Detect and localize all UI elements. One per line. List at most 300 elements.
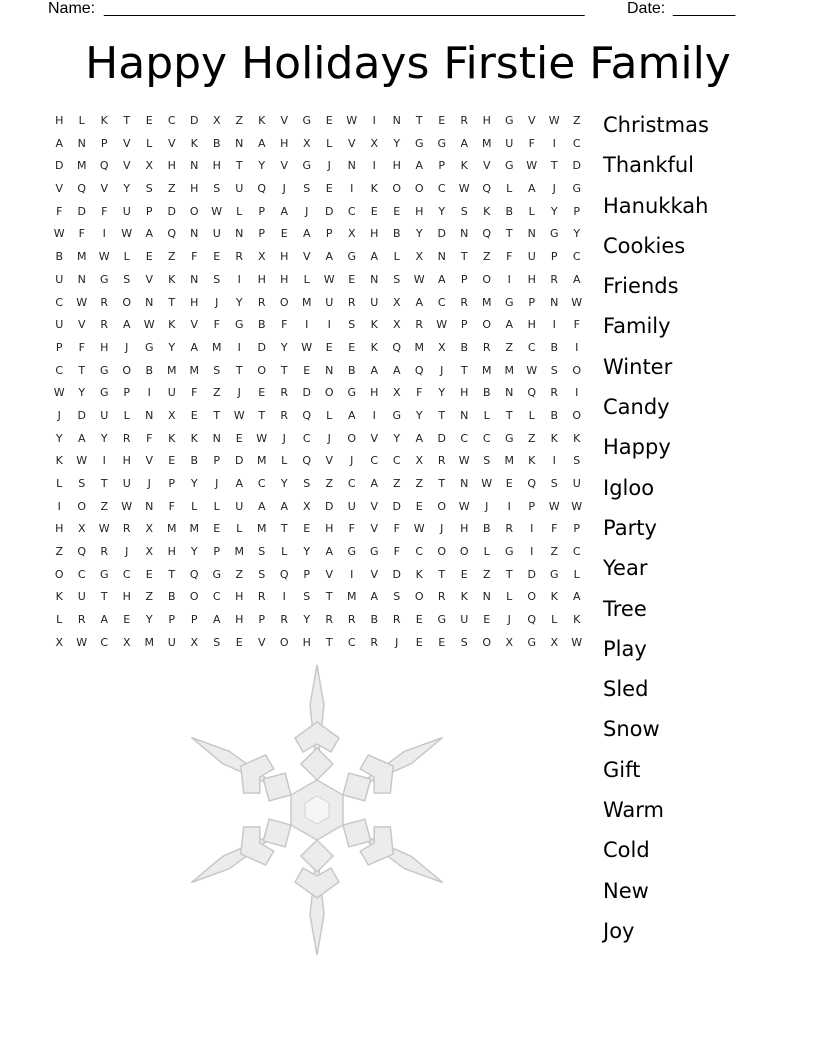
- grid-letter[interactable]: N: [190, 272, 199, 286]
- grid-letter[interactable]: E: [438, 114, 446, 127]
- grid-letter[interactable]: S: [460, 635, 468, 649]
- grid-letter[interactable]: U: [212, 227, 221, 241]
- grid-letter[interactable]: S: [258, 545, 266, 559]
- grid-letter[interactable]: F: [393, 522, 400, 536]
- grid-letter[interactable]: W: [526, 159, 538, 173]
- grid-letter[interactable]: C: [122, 567, 131, 581]
- grid-letter[interactable]: O: [257, 363, 267, 377]
- grid-letter[interactable]: S: [303, 182, 311, 196]
- grid-letter[interactable]: V: [280, 159, 289, 173]
- grid-letter[interactable]: L: [281, 454, 288, 468]
- grid-letter[interactable]: W: [526, 363, 538, 377]
- grid-letter[interactable]: K: [460, 159, 468, 173]
- grid-letter[interactable]: W: [481, 477, 493, 490]
- grid-letter[interactable]: G: [504, 431, 514, 445]
- grid-letter[interactable]: G: [302, 114, 312, 127]
- grid-letter[interactable]: X: [505, 635, 514, 649]
- grid-letter[interactable]: V: [77, 318, 86, 332]
- grid-letter[interactable]: B: [190, 454, 199, 468]
- grid-letter[interactable]: I: [372, 114, 376, 127]
- grid-letter[interactable]: Y: [168, 340, 176, 354]
- grid-letter[interactable]: F: [528, 136, 535, 150]
- grid-letter[interactable]: B: [257, 318, 266, 332]
- grid-letter[interactable]: D: [325, 499, 334, 513]
- grid-letter[interactable]: O: [279, 635, 289, 649]
- grid-letter[interactable]: T: [415, 114, 423, 127]
- grid-letter[interactable]: W: [458, 499, 470, 513]
- grid-letter[interactable]: Q: [77, 182, 87, 196]
- grid-letter[interactable]: M: [77, 159, 87, 173]
- grid-letter[interactable]: H: [527, 318, 536, 332]
- grid-letter[interactable]: N: [145, 408, 154, 422]
- grid-letter[interactable]: G: [302, 159, 312, 173]
- grid-letter[interactable]: R: [370, 635, 379, 649]
- grid-letter[interactable]: A: [370, 477, 379, 490]
- grid-letter[interactable]: A: [190, 340, 199, 354]
- grid-letter[interactable]: G: [392, 408, 402, 422]
- grid-letter[interactable]: Y: [438, 204, 446, 218]
- grid-letter[interactable]: A: [370, 363, 379, 377]
- grid-letter[interactable]: P: [438, 159, 446, 173]
- grid-letter[interactable]: J: [215, 477, 219, 490]
- grid-letter[interactable]: V: [370, 431, 379, 445]
- grid-letter[interactable]: H: [257, 272, 266, 286]
- grid-letter[interactable]: B: [550, 340, 559, 354]
- grid-letter[interactable]: C: [437, 182, 446, 196]
- grid-letter[interactable]: T: [100, 477, 108, 490]
- grid-letter[interactable]: O: [527, 590, 537, 604]
- grid-letter[interactable]: T: [438, 408, 446, 422]
- grid-letter[interactable]: K: [483, 204, 491, 218]
- grid-letter[interactable]: W: [346, 114, 358, 127]
- grid-letter[interactable]: N: [145, 295, 154, 309]
- grid-letter[interactable]: H: [527, 272, 536, 286]
- grid-letter[interactable]: F: [101, 204, 108, 218]
- grid-letter[interactable]: G: [234, 318, 244, 332]
- grid-letter[interactable]: A: [77, 431, 86, 445]
- grid-letter[interactable]: T: [78, 363, 86, 377]
- grid-letter[interactable]: H: [55, 114, 64, 127]
- grid-letter[interactable]: R: [460, 114, 469, 127]
- grid-letter[interactable]: A: [415, 159, 424, 173]
- grid-letter[interactable]: H: [325, 522, 334, 536]
- grid-letter[interactable]: A: [572, 272, 581, 286]
- grid-letter[interactable]: V: [55, 182, 64, 196]
- grid-letter[interactable]: Y: [190, 477, 198, 490]
- grid-letter[interactable]: H: [190, 295, 199, 309]
- grid-letter[interactable]: Z: [325, 477, 334, 490]
- grid-letter[interactable]: A: [235, 477, 244, 490]
- grid-letter[interactable]: O: [324, 386, 334, 400]
- grid-letter[interactable]: W: [76, 295, 88, 309]
- grid-letter[interactable]: H: [167, 545, 176, 559]
- grid-letter[interactable]: E: [348, 340, 356, 354]
- grid-letter[interactable]: E: [415, 499, 423, 513]
- grid-letter[interactable]: E: [438, 635, 446, 649]
- grid-letter[interactable]: P: [573, 204, 581, 218]
- grid-letter[interactable]: G: [549, 567, 559, 581]
- grid-letter[interactable]: A: [100, 613, 109, 627]
- grid-letter[interactable]: Z: [100, 499, 109, 513]
- grid-letter[interactable]: M: [257, 454, 267, 468]
- grid-letter[interactable]: I: [102, 454, 106, 468]
- grid-letter[interactable]: J: [440, 363, 444, 377]
- grid-letter[interactable]: X: [190, 635, 199, 649]
- grid-letter[interactable]: C: [437, 295, 446, 309]
- grid-letter[interactable]: V: [145, 454, 154, 468]
- grid-letter[interactable]: P: [213, 454, 221, 468]
- grid-letter[interactable]: F: [78, 227, 85, 241]
- grid-letter[interactable]: L: [123, 250, 130, 264]
- grid-letter[interactable]: J: [215, 295, 219, 309]
- grid-letter[interactable]: L: [213, 499, 220, 513]
- grid-letter[interactable]: I: [507, 499, 511, 513]
- grid-letter[interactable]: U: [527, 250, 536, 264]
- grid-letter[interactable]: T: [235, 363, 243, 377]
- grid-letter[interactable]: C: [347, 204, 356, 218]
- grid-letter[interactable]: O: [122, 363, 132, 377]
- grid-letter[interactable]: K: [190, 431, 198, 445]
- grid-letter[interactable]: R: [122, 522, 131, 536]
- grid-letter[interactable]: A: [212, 613, 221, 627]
- grid-letter[interactable]: M: [257, 522, 267, 536]
- grid-letter[interactable]: M: [482, 136, 492, 150]
- grid-letter[interactable]: A: [572, 590, 581, 604]
- grid-letter[interactable]: H: [392, 159, 401, 173]
- grid-letter[interactable]: H: [302, 635, 311, 649]
- grid-letter[interactable]: H: [235, 590, 244, 604]
- grid-letter[interactable]: Q: [527, 613, 537, 627]
- grid-letter[interactable]: O: [572, 363, 582, 377]
- grid-letter[interactable]: V: [482, 159, 491, 173]
- grid-letter[interactable]: Z: [235, 114, 244, 127]
- grid-letter[interactable]: T: [505, 227, 513, 241]
- grid-letter[interactable]: U: [325, 295, 334, 309]
- grid-letter[interactable]: Y: [280, 340, 288, 354]
- grid-letter[interactable]: V: [302, 250, 311, 264]
- grid-letter[interactable]: Q: [77, 545, 87, 559]
- grid-letter[interactable]: B: [392, 227, 401, 241]
- grid-letter[interactable]: S: [303, 590, 311, 604]
- grid-letter[interactable]: O: [189, 590, 199, 604]
- grid-letter[interactable]: D: [302, 386, 311, 400]
- grid-letter[interactable]: Y: [235, 295, 243, 309]
- grid-letter[interactable]: H: [370, 227, 379, 241]
- grid-letter[interactable]: W: [458, 454, 470, 468]
- grid-letter[interactable]: R: [347, 295, 356, 309]
- grid-letter[interactable]: G: [504, 159, 514, 173]
- grid-letter[interactable]: E: [370, 204, 378, 218]
- grid-letter[interactable]: V: [370, 522, 379, 536]
- grid-letter[interactable]: D: [167, 204, 176, 218]
- grid-letter[interactable]: E: [303, 363, 311, 377]
- grid-letter[interactable]: G: [437, 613, 447, 627]
- grid-letter[interactable]: G: [549, 227, 559, 241]
- grid-letter[interactable]: T: [438, 477, 446, 490]
- grid-letter[interactable]: N: [235, 136, 244, 150]
- grid-letter[interactable]: W: [53, 386, 65, 400]
- grid-letter[interactable]: J: [552, 182, 556, 196]
- grid-letter[interactable]: I: [372, 159, 376, 173]
- grid-letter[interactable]: H: [235, 613, 244, 627]
- grid-letter[interactable]: G: [504, 295, 514, 309]
- grid-letter[interactable]: X: [392, 295, 401, 309]
- grid-letter[interactable]: D: [55, 159, 64, 173]
- grid-letter[interactable]: E: [258, 386, 266, 400]
- grid-letter[interactable]: T: [550, 159, 558, 173]
- grid-letter[interactable]: X: [55, 635, 64, 649]
- grid-letter[interactable]: F: [168, 499, 175, 513]
- grid-letter[interactable]: U: [347, 499, 356, 513]
- grid-letter[interactable]: V: [325, 567, 334, 581]
- grid-letter[interactable]: G: [369, 545, 379, 559]
- grid-letter[interactable]: J: [282, 182, 286, 196]
- grid-letter[interactable]: B: [145, 363, 154, 377]
- grid-letter[interactable]: G: [99, 363, 109, 377]
- grid-letter[interactable]: L: [528, 408, 535, 422]
- grid-letter[interactable]: Z: [167, 250, 176, 264]
- grid-letter[interactable]: Y: [145, 613, 153, 627]
- grid-letter[interactable]: B: [370, 613, 379, 627]
- grid-letter[interactable]: C: [212, 590, 221, 604]
- grid-letter[interactable]: O: [437, 545, 447, 559]
- grid-letter[interactable]: X: [302, 499, 311, 513]
- grid-letter[interactable]: T: [213, 408, 221, 422]
- grid-letter[interactable]: W: [301, 340, 313, 354]
- grid-letter[interactable]: I: [350, 182, 354, 196]
- grid-letter[interactable]: W: [98, 522, 110, 536]
- grid-letter[interactable]: L: [191, 499, 198, 513]
- grid-letter[interactable]: Z: [482, 567, 491, 581]
- grid-letter[interactable]: X: [122, 635, 131, 649]
- grid-letter[interactable]: P: [258, 613, 266, 627]
- grid-letter[interactable]: Q: [482, 182, 492, 196]
- grid-letter[interactable]: I: [282, 590, 286, 604]
- grid-letter[interactable]: O: [482, 272, 492, 286]
- grid-letter[interactable]: W: [458, 182, 470, 196]
- grid-letter[interactable]: S: [213, 272, 221, 286]
- grid-letter[interactable]: L: [528, 204, 535, 218]
- grid-letter[interactable]: W: [571, 635, 583, 649]
- grid-letter[interactable]: W: [53, 227, 65, 241]
- grid-letter[interactable]: V: [325, 454, 334, 468]
- grid-letter[interactable]: O: [482, 635, 492, 649]
- grid-letter[interactable]: D: [77, 408, 86, 422]
- grid-letter[interactable]: D: [437, 431, 446, 445]
- grid-letter[interactable]: Z: [572, 114, 581, 127]
- grid-letter[interactable]: O: [279, 295, 289, 309]
- grid-letter[interactable]: D: [392, 499, 401, 513]
- grid-letter[interactable]: W: [211, 204, 223, 218]
- grid-letter[interactable]: C: [370, 454, 379, 468]
- grid-letter[interactable]: E: [505, 477, 513, 490]
- grid-letter[interactable]: M: [302, 295, 312, 309]
- grid-letter[interactable]: Z: [145, 590, 154, 604]
- grid-letter[interactable]: N: [77, 272, 86, 286]
- grid-letter[interactable]: F: [191, 250, 198, 264]
- grid-letter[interactable]: A: [325, 250, 334, 264]
- grid-letter[interactable]: J: [305, 204, 309, 218]
- grid-letter[interactable]: U: [572, 477, 581, 490]
- grid-letter[interactable]: T: [123, 114, 131, 127]
- grid-letter[interactable]: D: [325, 204, 334, 218]
- grid-letter[interactable]: G: [527, 635, 537, 649]
- grid-letter[interactable]: U: [235, 499, 244, 513]
- grid-letter[interactable]: J: [125, 545, 129, 559]
- grid-letter[interactable]: J: [147, 477, 151, 490]
- grid-letter[interactable]: F: [393, 545, 400, 559]
- grid-letter[interactable]: X: [370, 136, 379, 150]
- grid-letter[interactable]: L: [123, 408, 130, 422]
- grid-letter[interactable]: R: [550, 272, 559, 286]
- grid-letter[interactable]: C: [257, 477, 266, 490]
- grid-letter[interactable]: U: [77, 590, 86, 604]
- grid-letter[interactable]: F: [146, 431, 153, 445]
- grid-letter[interactable]: H: [55, 522, 64, 536]
- grid-letter[interactable]: H: [212, 159, 221, 173]
- grid-letter[interactable]: I: [237, 340, 241, 354]
- grid-letter[interactable]: B: [550, 408, 559, 422]
- grid-letter[interactable]: E: [460, 567, 468, 581]
- grid-letter[interactable]: A: [55, 136, 64, 150]
- grid-letter[interactable]: L: [281, 545, 288, 559]
- grid-letter[interactable]: U: [370, 295, 379, 309]
- grid-letter[interactable]: P: [123, 386, 131, 400]
- grid-letter[interactable]: W: [413, 522, 425, 536]
- grid-letter[interactable]: R: [347, 613, 356, 627]
- grid-letter[interactable]: I: [507, 272, 511, 286]
- grid-letter[interactable]: G: [347, 250, 357, 264]
- grid-letter[interactable]: P: [303, 567, 311, 581]
- grid-letter[interactable]: Z: [527, 431, 536, 445]
- grid-letter[interactable]: A: [370, 250, 379, 264]
- grid-letter[interactable]: B: [460, 340, 469, 354]
- grid-letter[interactable]: O: [392, 182, 402, 196]
- grid-letter[interactable]: E: [145, 250, 153, 264]
- grid-letter[interactable]: G: [144, 340, 154, 354]
- grid-letter[interactable]: C: [482, 431, 491, 445]
- grid-letter[interactable]: C: [460, 431, 469, 445]
- grid-letter[interactable]: E: [213, 522, 221, 536]
- grid-letter[interactable]: R: [122, 431, 131, 445]
- grid-letter[interactable]: K: [258, 114, 266, 127]
- grid-letter[interactable]: U: [55, 272, 64, 286]
- grid-letter[interactable]: A: [415, 431, 424, 445]
- grid-letter[interactable]: E: [348, 272, 356, 286]
- grid-letter[interactable]: D: [437, 227, 446, 241]
- grid-letter[interactable]: H: [122, 454, 131, 468]
- grid-letter[interactable]: G: [99, 272, 109, 286]
- grid-letter[interactable]: N: [460, 227, 469, 241]
- grid-letter[interactable]: A: [505, 318, 514, 332]
- grid-letter[interactable]: S: [393, 590, 401, 604]
- grid-letter[interactable]: I: [350, 567, 354, 581]
- grid-letter[interactable]: R: [257, 590, 266, 604]
- grid-letter[interactable]: W: [571, 499, 583, 513]
- grid-letter[interactable]: R: [257, 295, 266, 309]
- grid-letter[interactable]: H: [167, 159, 176, 173]
- grid-letter[interactable]: Z: [55, 545, 64, 559]
- grid-letter[interactable]: Y: [55, 431, 63, 445]
- date-field[interactable]: _______: [673, 0, 736, 17]
- grid-letter[interactable]: Q: [392, 340, 402, 354]
- grid-letter[interactable]: U: [167, 386, 176, 400]
- grid-letter[interactable]: Q: [482, 227, 492, 241]
- grid-letter[interactable]: U: [122, 477, 131, 490]
- grid-letter[interactable]: M: [189, 363, 199, 377]
- grid-letter[interactable]: M: [212, 340, 222, 354]
- grid-letter[interactable]: S: [145, 182, 153, 196]
- grid-letter[interactable]: N: [190, 159, 199, 173]
- grid-letter[interactable]: J: [57, 408, 61, 422]
- grid-letter[interactable]: Y: [280, 477, 288, 490]
- grid-letter[interactable]: L: [56, 613, 63, 627]
- grid-letter[interactable]: R: [100, 295, 109, 309]
- grid-letter[interactable]: I: [102, 227, 106, 241]
- grid-letter[interactable]: V: [145, 272, 154, 286]
- grid-letter[interactable]: X: [145, 522, 154, 536]
- grid-letter[interactable]: I: [552, 318, 556, 332]
- grid-letter[interactable]: U: [100, 408, 109, 422]
- grid-letter[interactable]: L: [393, 250, 400, 264]
- grid-letter[interactable]: N: [370, 272, 379, 286]
- grid-letter[interactable]: P: [528, 499, 536, 513]
- grid-letter[interactable]: C: [527, 340, 536, 354]
- grid-letter[interactable]: Y: [393, 431, 401, 445]
- grid-letter[interactable]: V: [280, 114, 289, 127]
- grid-letter[interactable]: R: [325, 613, 334, 627]
- grid-letter[interactable]: R: [77, 613, 86, 627]
- grid-letter[interactable]: P: [190, 613, 198, 627]
- grid-letter[interactable]: H: [415, 204, 424, 218]
- grid-letter[interactable]: V: [190, 318, 199, 332]
- grid-letter[interactable]: K: [168, 318, 176, 332]
- grid-letter[interactable]: N: [145, 499, 154, 513]
- grid-letter[interactable]: E: [235, 635, 243, 649]
- grid-letter[interactable]: S: [550, 477, 558, 490]
- grid-letter[interactable]: S: [213, 182, 221, 196]
- grid-letter[interactable]: E: [145, 114, 153, 127]
- grid-letter[interactable]: M: [144, 635, 154, 649]
- grid-letter[interactable]: R: [482, 340, 491, 354]
- grid-letter[interactable]: R: [280, 613, 289, 627]
- grid-letter[interactable]: F: [348, 522, 355, 536]
- grid-letter[interactable]: O: [414, 182, 424, 196]
- grid-letter[interactable]: D: [190, 114, 199, 127]
- grid-letter[interactable]: G: [99, 386, 109, 400]
- grid-letter[interactable]: L: [483, 545, 490, 559]
- grid-letter[interactable]: S: [258, 567, 266, 581]
- grid-letter[interactable]: K: [370, 182, 378, 196]
- grid-letter[interactable]: B: [347, 363, 356, 377]
- grid-letter[interactable]: N: [347, 159, 356, 173]
- grid-letter[interactable]: A: [280, 499, 289, 513]
- grid-letter[interactable]: Q: [189, 567, 199, 581]
- grid-letter[interactable]: V: [122, 159, 131, 173]
- grid-letter[interactable]: K: [55, 590, 63, 604]
- grid-letter[interactable]: Y: [415, 227, 423, 241]
- grid-letter[interactable]: O: [482, 318, 492, 332]
- grid-letter[interactable]: T: [505, 408, 513, 422]
- grid-letter[interactable]: B: [505, 204, 514, 218]
- grid-letter[interactable]: L: [236, 204, 243, 218]
- grid-letter[interactable]: I: [530, 522, 534, 536]
- grid-letter[interactable]: V: [100, 182, 109, 196]
- grid-letter[interactable]: J: [282, 431, 286, 445]
- grid-letter[interactable]: G: [572, 182, 582, 196]
- grid-letter[interactable]: A: [145, 227, 154, 241]
- grid-letter[interactable]: E: [325, 182, 333, 196]
